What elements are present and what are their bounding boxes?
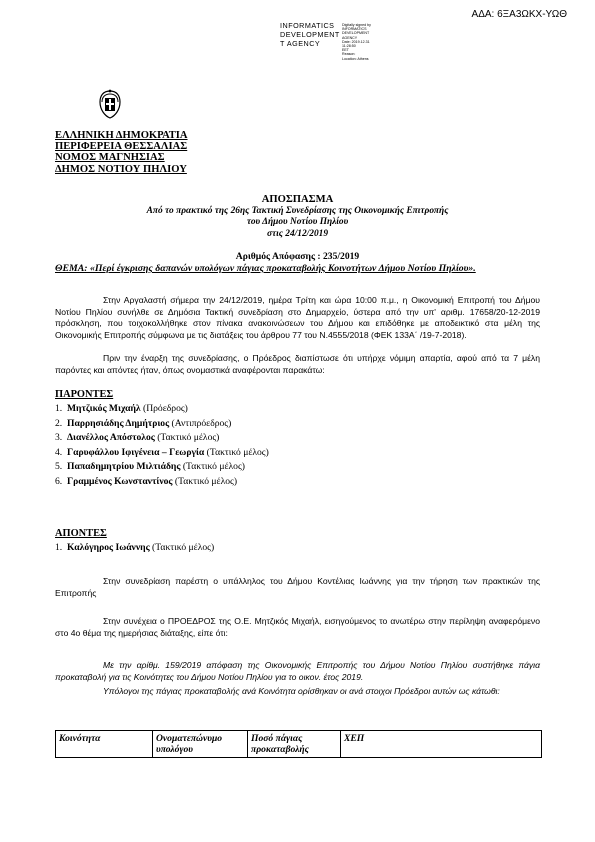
column-header: Κοινότητα [56,731,153,758]
digital-signature-logo [280,21,380,61]
present-list [55,402,269,490]
subject-line: ΘΕΜΑ: «Περί έγκρισης δαπανών υπολόγων πάγιας προκαταβολής Κοινοτήτων Δήμου Νοτίου Πηλίου». [55,263,476,274]
paragraph-accountable: Υπόλογοι της πάγιας προκαταβολής ανά Κοινότητα ορίσθηκαν οι ανά στοιχοι Πρόεδροι αυτών ως κάτωθι: [103,686,500,696]
document-title: ΑΠΟΣΠΑΣΜΑ [261,194,334,205]
column-header: Ονοματεπώνυμο υπολόγου [153,731,248,758]
signature-line: Reason: [342,52,356,57]
ada-code: ΑΔΑ: 6ΞΑ3ΩΚΧ-ΥΩΘ [471,9,567,20]
signature-line: DEVELOPMENT AGENCY [342,31,370,40]
list-item: 6. Γραμμένος Κωνσταντίνος (Τακτικό μέλος) [55,475,238,487]
document-subtitle [55,206,540,240]
absent-title: ΑΠΟΝΤΕΣ [55,528,107,539]
greek-emblem-icon [96,88,124,120]
logo-line: T AGENCY [280,38,321,48]
signature-line: INFORMATICS [342,27,367,32]
paragraph-decision: Με την αρίθμ. 159/2019 απόφαση της Οικονομικής Επιτροπής του Δήμου Νοτίου Πηλίου συστήθηκε πάγια προκαταβολή για τις Κοινότητες του Δήμου Νοτίου Πηλίου για το οικον. έτος 2019. [55,660,540,682]
subtitle-line: στις 24/12/2019 [266,228,329,239]
paragraph-clerk: Στην συνεδρίαση παρέστη ο υπάλληλος του Δήμου Κοντέλιας Ιωάννης για την τήρηση των πρακτικών της Επιτροπής [55,576,540,598]
paragraph-meeting: Στην Αργαλαστή σήμερα την 24/12/2019, ημέρα Τρίτη και ώρα 10:00 π.μ., η Οικονομική Επιτροπή του Δήμου Νοτίου Πηλίου συνήλθε σε Δημόσια Τακτική συνεδρίαση στο Δημαρχείο, ύστερα από την υπ' αριθμ. 17658/20-12-2019 πρόσκληση, που τοιχοκολλήθηκε στον πίνακα ανακοινώσεων του Δήμου και επιδόθηκε με αποδεικτικό στα μέλη της Οικονομικής Επιτροπής σύμφωνα με τις διατάξεις του άρθρου 77 του Ν.4555/2018 (ΦΕΚ 133Α΄ /19-7-2018). [55,295,540,340]
decision-number: Αριθμός Απόφασης : 235/2019 [235,251,360,262]
signature-line: Date: 2019.12.31 11:28:50 [342,39,370,49]
column-header: ΧΕΠ [341,731,542,758]
list-item: 1. Καλόγηρος Ιωάννης (Τακτικό μέλος) [55,542,215,553]
table-header-row [56,731,542,758]
paragraph-quorum: Πριν την έναρξη της συνεδρίασης, ο Πρόεδρος διαπίστωσε ότι υπήρχε νόμιμη απαρτία, αφού από τα 7 μέλη παρόντες και απόντες ήταν, όπως ονομαστικά αναφέρονται παρακάτω: [55,353,540,375]
list-item: 2. Παρρησιάδης Δημήτριος (Αντιπρόεδρος) [55,417,232,429]
header-line: ΠΕΡΙΦΕΡΕΙΑ ΘΕΣΣΑΛΙΑΣ [55,141,188,153]
signature-line: EET [342,48,349,53]
advance-table [55,730,542,758]
logo-line: INFORMATICS [280,21,335,30]
list-item: 4. Γαρυφάλλου Ιφιγένεια – Γεωργία (Τακτικό μέλος) [55,446,269,458]
column-header: Ποσό πάγιας προκαταβολής [248,731,341,758]
list-item: 1. Μητζικός Μιχαήλ (Πρόεδρος) [55,403,188,414]
signature-line: Location: Athens [342,56,369,61]
list-item: 5. Παπαδημητρίου Μιλτιάδης (Τακτικό μέλος) [55,461,245,473]
subtitle-line: του Δήμου Νοτίου Πηλίου [246,217,349,228]
absent-list [55,541,214,556]
logo-line: DEVELOPMENT [280,29,340,39]
header-line: ΕΛΛΗΝΙΚΗ ΔΗΜΟΚΡΑΤΙΑ [55,130,188,141]
present-title: ΠΑΡΟΝΤΕΣ [55,389,114,400]
header-line: ΔΗΜΟΣ ΝΟΤΙΟΥ ΠΗΛΙΟΥ [55,163,187,175]
list-item: 3. Διανέλλος Απόστολος (Τακτικό μέλος) [55,432,220,444]
issuer-header [55,130,188,175]
paragraph-president: Στην συνέχεια ο ΠΡΟΕΔΡΟΣ της Ο.Ε. Μητζικός Μιχαήλ, εισηγούμενος το ανωτέρω στην περίληψη αναφερόμενο στο 4ο θέμα της ημερήσιας διάταξης, είπε ότι: [55,616,540,638]
header-line: ΝΟΜΟΣ ΜΑΓΝΗΣΙΑΣ [55,152,165,164]
signature-line: Digitally signed by [342,23,371,27]
subtitle-line: Από το πρακτικό της 26ης Τακτική Συνεδρίασης της Οικονομικής Επιτροπής [146,206,449,216]
